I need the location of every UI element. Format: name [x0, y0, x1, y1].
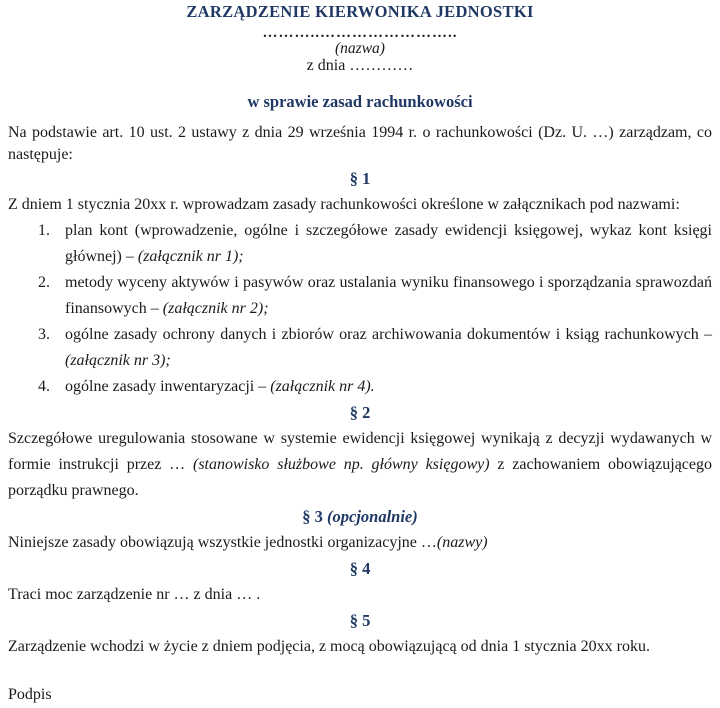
section-4-heading: § 4 [349, 559, 371, 578]
job-title-placeholder: (stanowisko służbowe np. główny księgowy) [192, 456, 490, 473]
section-1-heading: § 1 [349, 169, 371, 188]
signature-label: Podpis [8, 686, 52, 703]
list-item-1 [38, 218, 712, 270]
attachment-reference: (załącznik nr 3); [65, 352, 171, 369]
names-placeholder: (nazwy) [436, 534, 488, 551]
attachment-list [8, 218, 712, 400]
section-5-heading: § 5 [349, 611, 371, 630]
list-item-number: 4. [38, 378, 50, 395]
section-5-paragraph: Zarządzenie wchodzi w życie z dniem podjęcia, z mocą obowiązującą od dnia 1 stycznia 20xx roku. [8, 638, 650, 655]
list-item-number: 2. [38, 274, 50, 291]
list-item-text: ogólne zasady inwentaryzacji – (załącznik nr 4). [65, 378, 375, 395]
section-2-paragraph: Szczegółowe uregulowania stosowane w systemie ewidencji księgowej wynikają z decyzji wydawanych w formie instrukcji przez … (stanowisko służbowe np. główny księgowy) z zachowaniem obowiązującego porządku prawnego. [8, 430, 713, 499]
legal-basis-paragraph: Na podstawie art. 10 ust. 2 ustawy z dnia 29 września 1994 r. o rachunkowości (Dz. U. …) zarządzam, co następuje: [8, 124, 712, 163]
list-item-text: plan kont (wprowadzenie, ogólne i szczegółowe zasady ewidencji księgowej, wykaz kont księgi głównej) – (załącznik nr 1); [65, 222, 712, 265]
list-item-text: metody wyceny aktywów i pasywów oraz ustalania wyniku finansowego i sporządzania sprawozdań finansowych – (załącznik nr 2); [65, 274, 712, 317]
list-item-number: 3. [38, 326, 50, 343]
section-1-lead: Z dniem 1 stycznia 20xx r. wprowadzam zasady rachunkowości określone w załącznikach pod nazwami: [8, 196, 680, 213]
document-subject: w sprawie zasad rachunkowości [247, 92, 473, 111]
section-3-heading: § 3 (opcjonalnie) [302, 507, 418, 526]
document-title: ZARZĄDZENIE KIERWONIKA JEDNOSTKI [186, 2, 534, 21]
section-4-paragraph: Traci moc zarządzenie nr … z dnia … . [8, 586, 261, 603]
attachment-reference: (załącznik nr 2); [162, 300, 269, 317]
section-3-paragraph: Niniejsze zasady obowiązują wszystkie jednostki organizacyjne …(nazwy) [8, 534, 488, 551]
name-blank-line: ………..…………………….. [262, 25, 458, 41]
attachment-reference: (załącznik nr 4). [270, 378, 375, 395]
optional-label: (opcjonalnie) [327, 507, 418, 526]
name-placeholder-label: (nazwa) [335, 40, 385, 57]
list-item-number: 1. [38, 222, 50, 239]
attachment-reference: (załącznik nr 1); [137, 248, 244, 265]
list-item-2 [38, 270, 712, 322]
list-item-text: ogólne zasady ochrony danych i zbiorów oraz archiwowania dokumentów i ksiąg rachunkowych – (załącznik nr 3); [65, 326, 712, 369]
date-blank-line: z dnia ………… [306, 57, 414, 74]
list-item-3 [38, 322, 712, 374]
list-item-4 [38, 374, 712, 400]
section-2-heading: § 2 [349, 403, 371, 422]
